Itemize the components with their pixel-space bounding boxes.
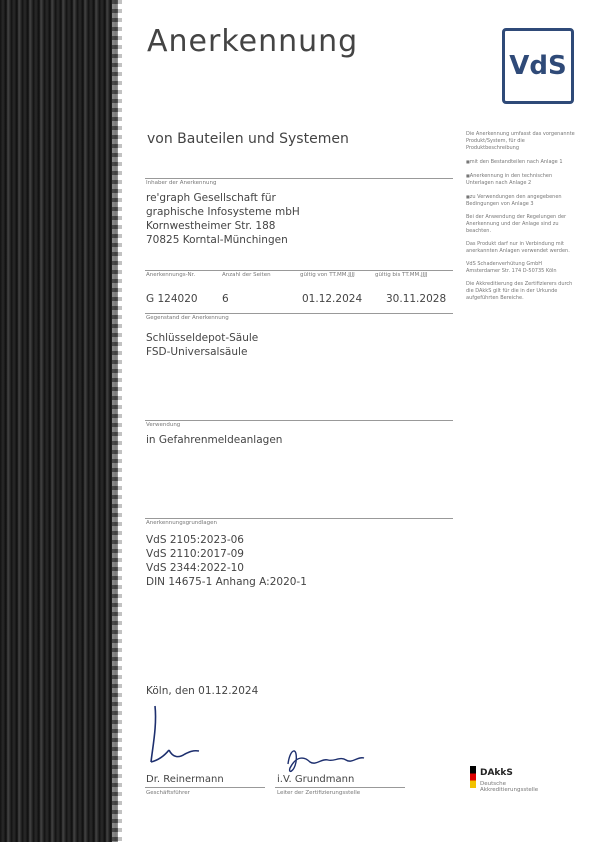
field-label-valid-to: gültig bis TT.MM.JJJJ (375, 272, 428, 278)
subject-lines (146, 331, 258, 359)
vds-logo-text: VdS (509, 51, 567, 81)
place-date: Köln, den 01.12.2024 (146, 685, 259, 697)
signatory-left-role: Geschäftsführer (146, 790, 190, 796)
basis-line: VdS 2105:2023-06 (146, 534, 244, 546)
basis-label: Anerkennungsgrundlagen (146, 520, 218, 526)
basis-line: VdS 2110:2017-09 (146, 548, 244, 560)
signatory-right-name: i.V. Grundmann (277, 774, 355, 785)
divider (145, 420, 453, 421)
subject-line: FSD-Universalsäule (146, 346, 248, 358)
holder-line: 70825 Korntal-Münchingen (146, 234, 288, 246)
divider (145, 313, 453, 314)
basis-lines (146, 533, 307, 589)
right-info-column (466, 131, 576, 308)
field-label-pages: Anzahl der Seiten (222, 272, 271, 278)
divider (145, 518, 453, 519)
right-info-bullet: ■ mit den Bestandteilen nach Anlage 1 (466, 158, 576, 166)
signatory-left-name: Dr. Reinermann (146, 774, 224, 785)
stripe-edge-pattern (112, 0, 122, 842)
dakks-sub: Deutsche Akkreditierungsstelle (480, 781, 539, 793)
left-decorative-stripe (0, 0, 118, 842)
right-info-paragraph: Bei der Anwendung der Regelungen der Anerkennung und der Anlage sind zu beachten. (466, 214, 567, 234)
right-info-paragraph: Die Anerkennung umfasst das vorgenannte Produkt/System, für die Produktbeschreibung (466, 131, 575, 151)
right-info-paragraph: VdS Schadenverhütung GmbH Amsterdamer Str. 174 D-50735 Köln (466, 261, 557, 274)
dakks-flag-icon (470, 766, 476, 788)
field-value-valid-to: 30.11.2028 (386, 293, 447, 305)
right-info-bullet: ■ zu Verwendungen den angegebenen Bedingungen von Anlage 3 (466, 193, 576, 208)
signature-left-image (145, 700, 205, 772)
right-info-paragraph: Das Produkt darf nur in Verbindung mit anerkannten Anlagen verwendet werden. (466, 241, 570, 254)
field-label-valid-from: gültig von TT.MM.JJJJ (300, 272, 355, 278)
usage-label: Verwendung (146, 422, 181, 428)
holder-line: Kornwestheimer Str. 188 (146, 220, 276, 232)
dakks-label: DAkkS (480, 768, 513, 778)
holder-label: Inhaber der Anerkennung (146, 180, 217, 186)
usage-value: in Gefahrenmeldeanlagen (146, 434, 283, 446)
field-label-number: Anerkennungs-Nr. (146, 272, 196, 278)
right-info-paragraph: Die Akkreditierung des Zertifizierers durch die DAkkS gilt für die in der Urkunde aufgeführten Bereiche. (466, 281, 573, 301)
field-value-number: G 124020 (146, 293, 198, 305)
document-title: Anerkennung (147, 24, 359, 59)
signatory-right-role: Leiter der Zertifizierungsstelle (277, 790, 361, 796)
subject-line: Schlüsseldepot-Säule (146, 332, 259, 344)
divider (145, 270, 453, 271)
vds-logo (502, 28, 574, 104)
right-info-bullet: ■ Anerkennung in den technischen Unterlagen nach Anlage 2 (466, 172, 576, 187)
basis-line: VdS 2344:2022-10 (146, 562, 244, 574)
signature-line-left (145, 787, 265, 788)
holder-line: graphische Infosysteme mbH (146, 206, 300, 218)
field-value-valid-from: 01.12.2024 (302, 293, 363, 305)
holder-address (146, 191, 300, 247)
basis-line: DIN 14675-1 Anhang A:2020-1 (146, 576, 307, 588)
holder-line: re'graph Gesellschaft für (146, 192, 276, 204)
signature-line-right (275, 787, 405, 788)
field-value-pages: 6 (222, 293, 229, 305)
document-subtitle: von Bauteilen und Systemen (147, 131, 349, 147)
divider (145, 178, 453, 179)
subject-label: Gegenstand der Anerkennung (146, 315, 229, 321)
